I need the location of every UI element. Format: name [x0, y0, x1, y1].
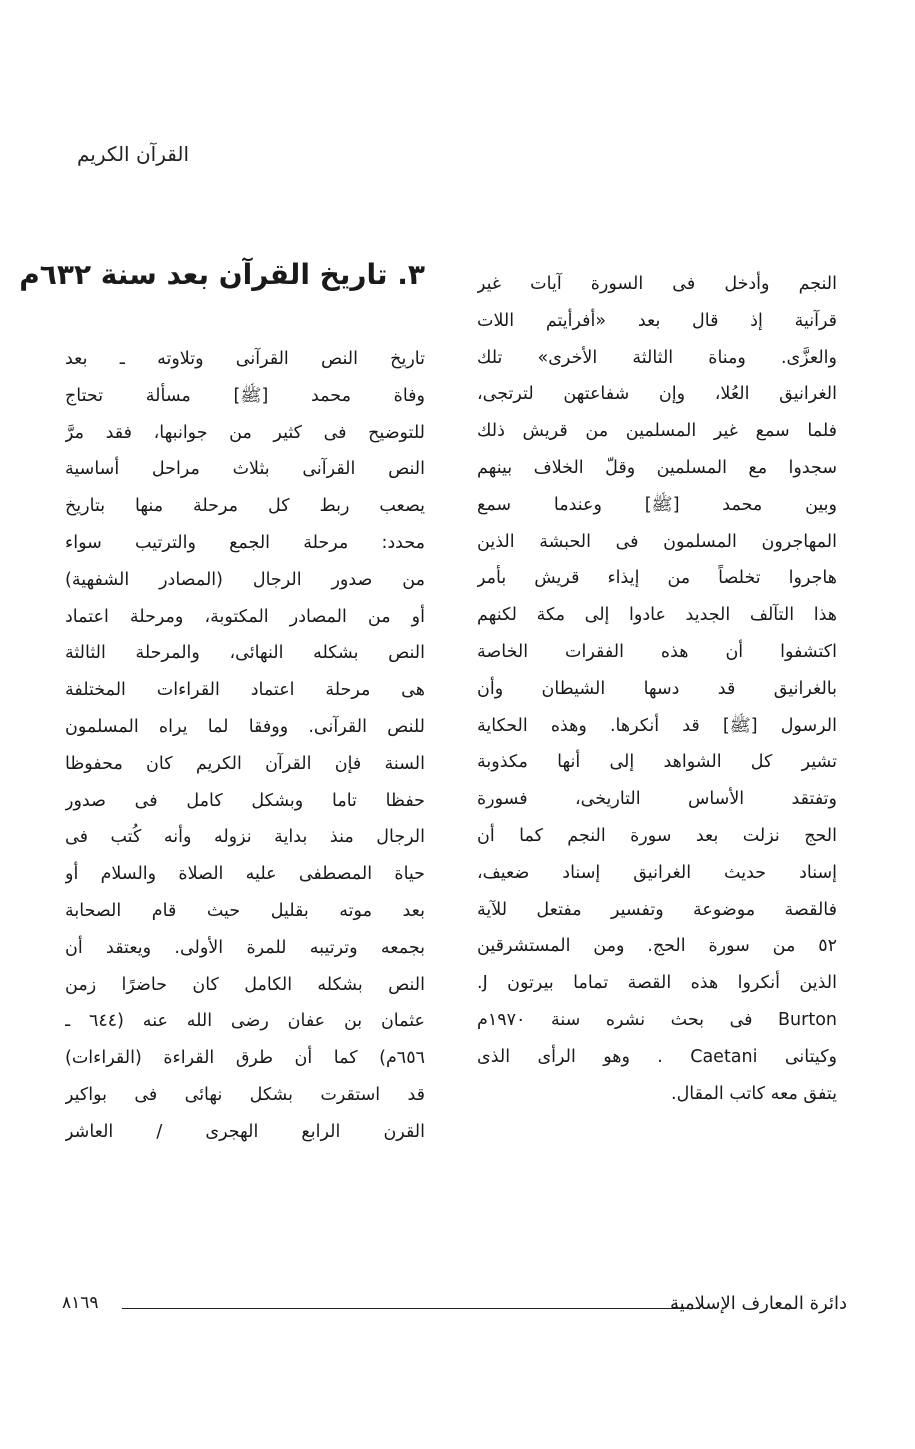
text-line: إسناد حديث الغرانيق إسناد ضعيف، — [477, 862, 837, 883]
text-line: النص القرآنى بثلاث مراحل أساسية — [65, 459, 425, 480]
text-line: الحج نزلت بعد سورة النجم كما أن — [477, 825, 837, 846]
text-line: ٦٥٦م) كما أن طرق القراءة (القراءات) — [65, 1048, 425, 1069]
text-line: الذين أنكروا هذه القصة تماما بيرتون J. — [477, 973, 837, 994]
text-line: وكيتانى Caetani . وهو الرأى الذى — [477, 1046, 837, 1067]
text-line: أو من المصادر المكتوبة، ومرحلة اعتماد — [65, 606, 425, 627]
text-line: وبين محمد [ﷺ] وعندما سمع — [477, 494, 837, 515]
text-line: النص بشكله النهائى، والمرحلة الثالثة — [65, 643, 425, 664]
text-line: قد استقرت بشكل نهائى فى بواكير — [65, 1084, 425, 1105]
text-line: النص بشكله الكامل كان حاضرًا زمن — [65, 974, 425, 995]
section-heading: ٣. تاريخ القرآن بعد سنة ٦٣٢م — [19, 258, 425, 291]
text-line: تشير كل الشواهد إلى أنها مكذوبة — [477, 752, 837, 773]
text-line: هذا التآلف الجديد عادوا إلى مكة لكنهم — [477, 605, 837, 626]
footer-rule — [122, 1308, 700, 1309]
text-line: والعزَّى. ومناة الثالثة الأخرى» تلك — [477, 347, 837, 368]
right-column — [477, 266, 837, 1112]
text-line: بالغرانيق قد دسها الشيطان وأن — [477, 678, 837, 699]
text-line: فالقصة موضوعة وتفسير مفتعل للآية — [477, 899, 837, 920]
text-line: ٥٢ من سورة الحج. ومن المستشرقين — [477, 936, 837, 957]
text-line: للتوضيح فى كثير من جوانبها، فقد مرَّ — [65, 422, 425, 443]
page-footer — [62, 1291, 847, 1321]
text-line: حفظا تاما وبشكل كامل فى صدور — [65, 790, 425, 811]
text-line: النجم وأدخل فى السورة آيات غير — [477, 274, 837, 294]
text-line: وتفتقد الأساس التاريخى، فسورة — [477, 789, 837, 810]
text-line: المهاجرون المسلمون فى الحبشة الذين — [477, 531, 837, 552]
text-line: محدد: مرحلة الجمع والترتيب سواء — [65, 532, 425, 553]
text-line: عثمان بن عفان رضى الله عنه (٦٤٤ ـ — [65, 1011, 425, 1032]
text-line: اكتشفوا أن هذه الفقرات الخاصة — [477, 641, 837, 662]
text-line: القرن الرابع الهجرى / العاشر — [65, 1121, 425, 1142]
page-number: ٨١٦٩ — [62, 1293, 99, 1313]
text-line: وفاة محمد [ﷺ] مسألة تحتاج — [65, 385, 425, 406]
text-line: سجدوا مع المسلمين وقلّ الخلاف بينهم — [477, 457, 837, 478]
text-line: بعد موته بقليل حيث قام الصحابة — [65, 900, 425, 921]
text-line: بجمعه وترتيبه للمرة الأولى. ويعتقد أن — [65, 937, 425, 958]
journal-name: دائرة المعارف الإسلامية — [669, 1293, 847, 1314]
text-line: هى مرحلة اعتماد القراءات المختلفة — [65, 680, 425, 701]
text-line: قرآنية إذ قال بعد «أفرأيتم اللات — [477, 310, 837, 331]
text-line: يتفق معه كاتب المقال. — [671, 1083, 837, 1104]
text-line: الرسول [ﷺ] قد أنكرها. وهذه الحكاية — [477, 715, 837, 736]
text-line: الغرانيق العُلا، وإن شفاعتهن لترتجى، — [477, 384, 837, 405]
text-line: للنص القرآنى. ووفقا لما يراه المسلمون — [65, 716, 425, 737]
text-line: حياة المصطفى عليه الصلاة والسلام أو — [65, 864, 425, 885]
text-line: هاجروا تخلصاً من إيذاء قريش بأمر — [477, 568, 837, 589]
text-line: فلما سمع غير المسلمين من قريش ذلك — [477, 421, 837, 442]
text-line: يصعب ربط كل مرحلة منها بتاريخ — [65, 496, 425, 517]
text-line: الرجال منذ بداية نزوله وأنه كُتب فى — [65, 827, 425, 848]
text-line: تاريخ النص القرآنى وتلاوته ـ بعد — [65, 349, 425, 369]
running-head: القرآن الكريم — [76, 142, 189, 166]
text-line: Burton فى بحث نشره سنة ١٩٧٠م — [477, 1009, 837, 1030]
left-column — [65, 341, 425, 1151]
text-line: من صدور الرجال (المصادر الشفهية) — [65, 569, 425, 590]
text-line: السنة فإن القرآن الكريم كان محفوظا — [65, 753, 425, 774]
